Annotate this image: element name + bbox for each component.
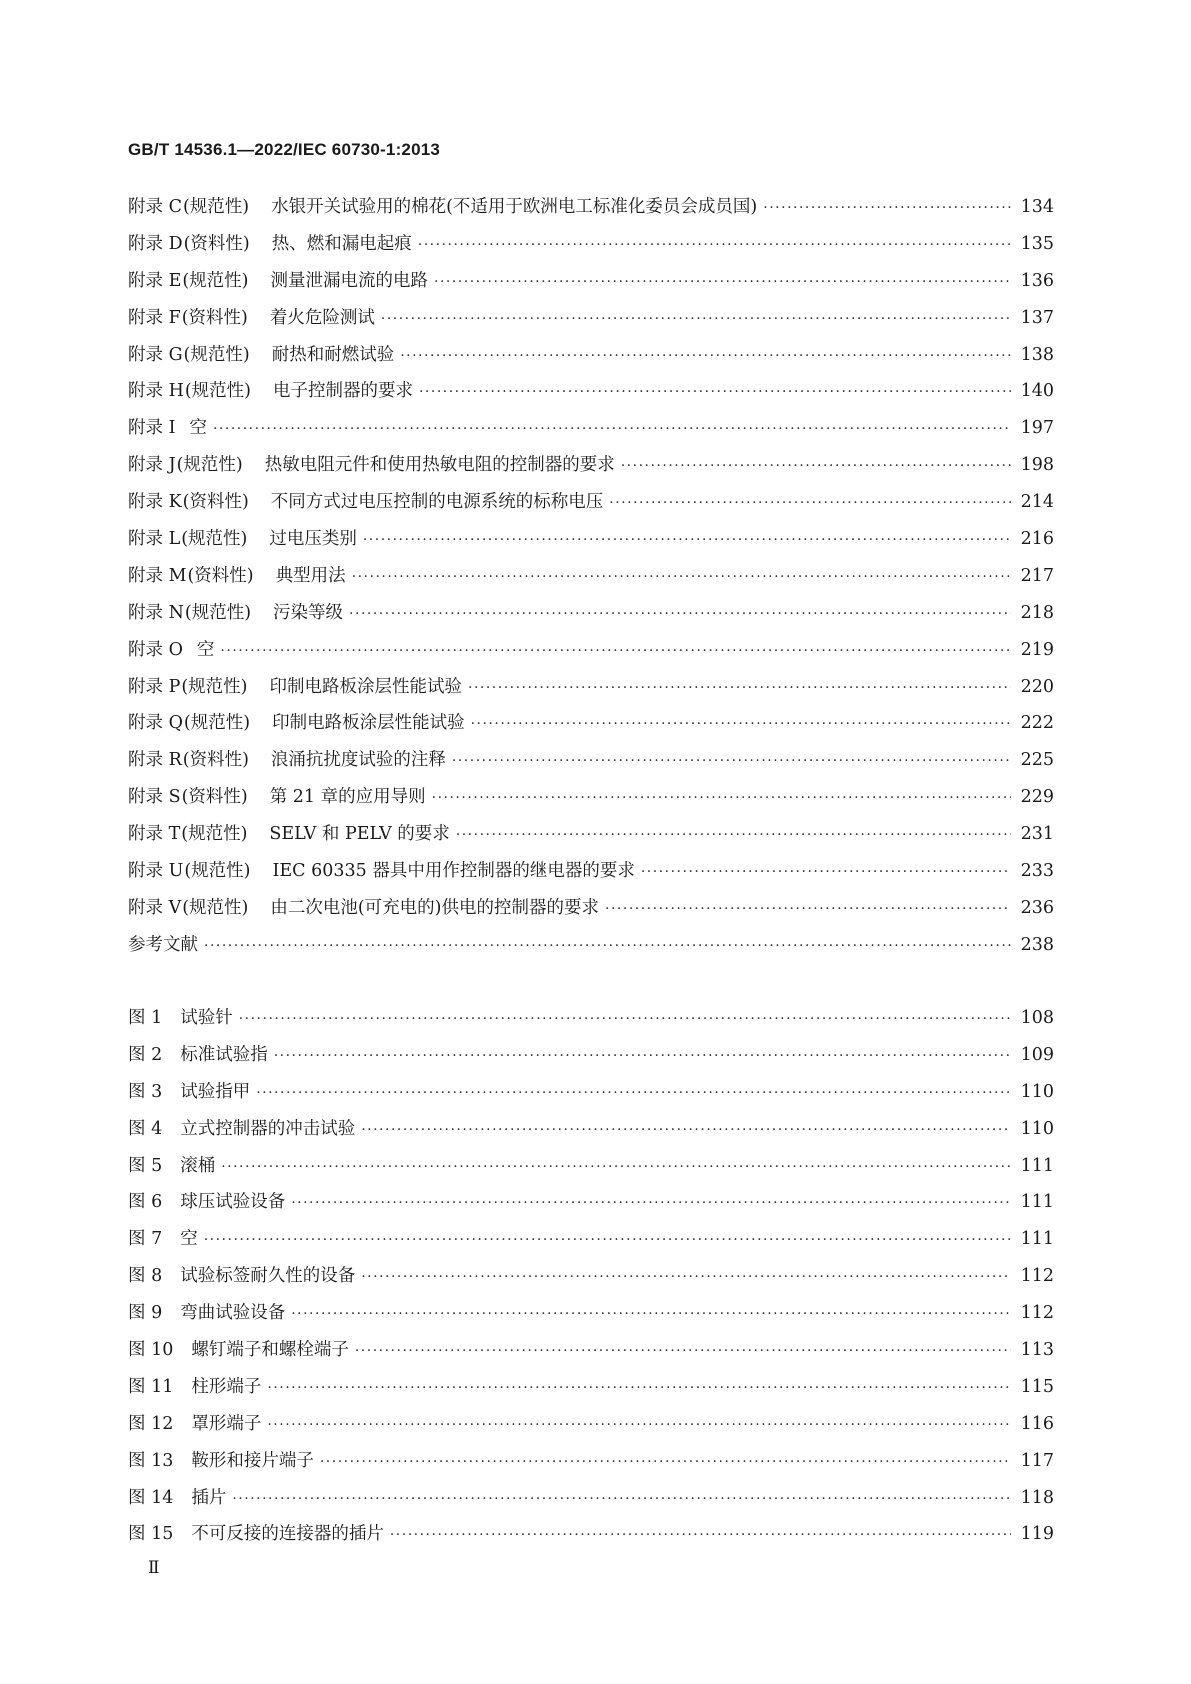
entry-category: (资料性)	[187, 565, 254, 586]
entry-category: (规范性)	[183, 344, 250, 365]
dot-leader	[220, 643, 1010, 659]
entry-title: 空	[189, 418, 207, 439]
entry-title: 印制电路板涂层性能试验	[269, 676, 462, 697]
toc-entry-appendix[interactable]	[128, 820, 1054, 857]
toc-entry-appendix[interactable]	[128, 894, 1054, 931]
entry-page-number: 112	[1020, 1266, 1054, 1287]
entry-label: 图 3	[128, 1081, 163, 1102]
entry-label: 附录 U	[128, 861, 184, 882]
toc-entry-figure[interactable]	[128, 1225, 1054, 1262]
entry-label: 图 12	[128, 1413, 174, 1434]
toc-entry-appendix[interactable]	[128, 746, 1054, 783]
toc-entry-appendix[interactable]	[128, 377, 1054, 414]
entry-page-number: 110	[1020, 1118, 1054, 1139]
toc-entry-figure[interactable]	[128, 1078, 1054, 1115]
entry-title: 罩形端子	[191, 1413, 262, 1434]
entry-title: 滚桶	[180, 1155, 216, 1176]
entry-label: 附录 O	[128, 639, 183, 660]
dot-leader	[352, 569, 1011, 585]
toc-entry-appendix[interactable]	[128, 673, 1054, 710]
dot-leader	[434, 274, 1011, 290]
entry-title: 试验针	[180, 1008, 233, 1028]
dot-leader	[221, 1159, 1010, 1175]
toc-entry-appendix[interactable]	[128, 267, 1054, 304]
entry-title: 空	[196, 639, 215, 660]
entry-page-number: 231	[1020, 824, 1054, 845]
entry-page-number: 229	[1020, 787, 1054, 808]
dot-leader	[361, 1122, 1010, 1138]
toc-entry-figure[interactable]	[128, 1520, 1054, 1557]
dot-leader	[468, 680, 1011, 696]
entry-title: 插片	[191, 1487, 227, 1508]
entry-title: 印制电路板涂层性能试验	[272, 713, 465, 734]
dot-leader	[274, 1048, 1011, 1064]
toc-entry-appendix[interactable]	[128, 599, 1054, 636]
toc-entry-figure[interactable]	[128, 1447, 1054, 1484]
dot-leader	[641, 864, 1011, 880]
entry-label: 附录 F	[128, 307, 181, 328]
toc-entry-figure[interactable]	[128, 1262, 1054, 1299]
entry-title: 立式控制器的冲击试验	[180, 1118, 356, 1139]
toc-entry-appendix[interactable]	[128, 414, 1054, 451]
entry-page-number: 220	[1020, 676, 1054, 697]
entry-page-number: 216	[1020, 529, 1054, 550]
entry-title: 过电压类别	[269, 529, 357, 550]
entry-label: 附录 J	[128, 455, 176, 476]
toc-entry-appendix[interactable]	[128, 304, 1054, 341]
entry-page-number: 109	[1020, 1044, 1054, 1065]
entry-label: 附录 Q	[128, 713, 183, 734]
entry-page-number: 217	[1020, 565, 1054, 586]
entry-title: 耐热和耐燃试验	[271, 344, 395, 365]
entry-label: 图 7	[128, 1229, 163, 1250]
toc-entry-figure[interactable]	[128, 1373, 1054, 1410]
entry-page-number: 137	[1020, 307, 1054, 328]
entry-category: (规范性)	[181, 529, 248, 550]
dot-leader	[605, 901, 1011, 917]
entry-page-number: 111	[1020, 1192, 1054, 1213]
entry-label: 附录 P	[128, 676, 181, 697]
dot-leader	[213, 421, 1011, 437]
toc-entry-figure[interactable]	[128, 1336, 1054, 1373]
entry-title: 弯曲试验设备	[180, 1303, 286, 1324]
figure-toc-list	[128, 1004, 1054, 1557]
entry-label: 参考文献	[128, 934, 198, 955]
entry-label: 附录 I	[128, 418, 176, 439]
entry-page-number: 110	[1020, 1081, 1054, 1102]
dot-leader	[400, 348, 1010, 364]
entry-label: 附录 V	[128, 897, 182, 918]
entry-label: 图 14	[128, 1487, 174, 1508]
entry-category: (规范性)	[182, 897, 249, 918]
dot-leader	[763, 200, 1010, 216]
entry-label: 图 15	[128, 1524, 174, 1545]
dot-leader	[204, 938, 1011, 954]
entry-label: 附录 H	[128, 381, 184, 402]
entry-page-number: 113	[1020, 1340, 1054, 1361]
toc-entry-figure[interactable]	[128, 1484, 1054, 1521]
entry-page-number: 138	[1020, 344, 1054, 365]
dot-leader	[256, 1085, 1010, 1101]
entry-category: (规范性)	[182, 197, 250, 217]
entry-page-number: 214	[1020, 492, 1054, 513]
toc-entry-appendix[interactable]	[128, 525, 1054, 562]
page-number: Ⅱ	[148, 1558, 160, 1578]
entry-category: (资料性)	[181, 307, 248, 328]
entry-label: 附录 R	[128, 750, 182, 771]
entry-label: 图 10	[128, 1340, 174, 1361]
entry-category: (规范性)	[184, 602, 252, 623]
dot-leader	[381, 311, 1011, 327]
toc-entry-appendix[interactable]	[128, 636, 1054, 673]
entry-category: (规范性)	[184, 861, 251, 882]
toc-entry-figure[interactable]	[128, 1299, 1054, 1336]
entry-category: (资料性)	[181, 787, 248, 808]
entry-title: 水银开关试验用的棉花(不适用于欧洲电工标准化委员会成员国)	[271, 197, 758, 217]
entry-category: (规范性)	[182, 270, 249, 291]
entry-title: 由二次电池(可充电的)供电的控制器的要求	[270, 897, 600, 918]
entry-page-number: 134	[1020, 197, 1054, 217]
entry-title: 着火危险测试	[269, 307, 375, 328]
dot-leader	[361, 1269, 1010, 1285]
entry-category: (资料性)	[182, 492, 249, 513]
entry-label: 图 1	[128, 1008, 163, 1028]
entry-title: 浪涌抗扰度试验的注释	[270, 750, 446, 771]
dot-leader	[291, 1195, 1010, 1211]
toc-entry-appendix[interactable]	[128, 709, 1054, 746]
entry-title: 典型用法	[275, 565, 346, 586]
entry-label: 图 2	[128, 1044, 163, 1065]
entry-title: 球压试验设备	[180, 1192, 286, 1213]
entry-category: (规范性)	[176, 455, 243, 476]
entry-title: 不可反接的连接器的插片	[191, 1524, 384, 1545]
entry-page-number: 112	[1020, 1303, 1054, 1324]
entry-page-number: 115	[1020, 1376, 1054, 1397]
entry-title: 试验指甲	[180, 1081, 251, 1102]
dot-leader	[204, 1232, 1011, 1248]
entry-title: SELV 和 PELV 的要求	[269, 824, 450, 845]
dot-leader	[291, 1306, 1010, 1322]
entry-page-number: 233	[1020, 861, 1054, 882]
entry-category: (规范性)	[181, 676, 248, 697]
entry-label: 图 13	[128, 1450, 174, 1471]
entry-label: 附录 S	[128, 787, 181, 808]
entry-category: (规范性)	[181, 824, 248, 845]
entry-label: 图 5	[128, 1155, 163, 1176]
entry-title: IEC 60335 器具中用作控制器的继电器的要求	[272, 861, 635, 882]
entry-page-number: 118	[1020, 1487, 1054, 1508]
entry-label: 附录 G	[128, 344, 183, 365]
dot-leader	[418, 237, 1011, 253]
dot-leader	[232, 1491, 1010, 1507]
entry-page-number: 222	[1020, 713, 1054, 734]
entry-label: 附录 K	[128, 492, 182, 513]
entry-label: 图 4	[128, 1118, 163, 1139]
entry-title: 标准试验指	[180, 1044, 268, 1065]
dot-leader	[267, 1417, 1010, 1433]
entry-page-number: 197	[1020, 418, 1054, 439]
entry-title: 测量泄漏电流的电路	[270, 270, 428, 291]
toc-entry-figure[interactable]	[128, 1115, 1054, 1152]
dot-leader	[621, 458, 1011, 474]
entry-category: (资料性)	[182, 750, 249, 771]
toc-entry-appendix[interactable]	[128, 783, 1054, 820]
dot-leader	[471, 716, 1011, 732]
entry-title: 电子控制器的要求	[272, 381, 413, 402]
toc-entry-figure[interactable]	[128, 1188, 1054, 1225]
dot-leader	[390, 1527, 1011, 1543]
entry-title: 试验标签耐久性的设备	[180, 1266, 356, 1287]
entry-page-number: 225	[1020, 750, 1054, 771]
entry-title: 螺钉端子和螺栓端子	[191, 1340, 349, 1361]
entry-label: 附录 C	[128, 197, 182, 217]
dot-leader	[363, 532, 1011, 548]
entry-page-number: 111	[1020, 1155, 1054, 1176]
dot-leader	[419, 384, 1011, 400]
dot-leader	[267, 1380, 1010, 1396]
entry-label: 附录 L	[128, 529, 181, 550]
entry-label: 图 11	[128, 1376, 174, 1397]
entry-title: 第 21 章的应用导则	[269, 787, 426, 808]
entry-label: 附录 D	[128, 233, 183, 254]
entry-page-number: 108	[1020, 1008, 1054, 1028]
entry-page-number: 136	[1020, 270, 1054, 291]
dot-leader	[355, 1343, 1011, 1359]
appendix-toc-list	[128, 193, 1054, 968]
entry-label: 图 6	[128, 1192, 163, 1213]
toc-entry-figure[interactable]	[128, 1152, 1054, 1189]
entry-page-number: 140	[1020, 381, 1054, 402]
toc-entry-appendix[interactable]	[128, 562, 1054, 599]
entry-label: 附录 T	[128, 824, 181, 845]
toc-entry-appendix[interactable]	[128, 341, 1054, 378]
toc-entry-figure[interactable]	[128, 1041, 1054, 1078]
dot-leader	[609, 495, 1010, 511]
entry-category: (规范性)	[184, 381, 251, 402]
entry-label: 附录 E	[128, 270, 182, 291]
entry-title: 不同方式过电压控制的电源系统的标称电压	[270, 492, 604, 513]
entry-page-number: 218	[1020, 602, 1054, 623]
entry-label: 图 8	[128, 1266, 163, 1287]
entry-page-number: 116	[1020, 1413, 1054, 1434]
entry-page-number: 238	[1020, 934, 1054, 955]
toc-entry-appendix[interactable]	[128, 451, 1054, 488]
toc-entry-appendix[interactable]	[128, 230, 1054, 267]
entry-page-number: 135	[1020, 233, 1054, 254]
toc-entry-appendix[interactable]	[128, 857, 1054, 894]
entry-page-number: 219	[1020, 639, 1054, 660]
toc-entry-appendix[interactable]	[128, 488, 1054, 525]
toc-entry-figure[interactable]	[128, 1004, 1054, 1041]
entry-page-number: 117	[1020, 1450, 1054, 1471]
entry-title: 污染等级	[273, 602, 344, 623]
entry-title: 热、燃和漏电起痕	[271, 233, 412, 254]
dot-leader	[452, 753, 1011, 769]
entry-page-number: 111	[1020, 1229, 1054, 1250]
dot-leader	[239, 1011, 1011, 1027]
entry-label: 附录 N	[128, 602, 184, 623]
entry-title: 热敏电阻元件和使用热敏电阻的控制器的要求	[264, 455, 615, 476]
document-header: GB/T 14536.1—2022/IEC 60730-1:2013	[128, 140, 441, 159]
dot-leader	[456, 827, 1011, 843]
toc-entry-appendix[interactable]	[128, 931, 1054, 968]
dot-leader	[349, 606, 1011, 622]
entry-page-number: 119	[1020, 1524, 1054, 1545]
dot-leader	[432, 790, 1011, 806]
entry-title: 柱形端子	[191, 1376, 262, 1397]
entry-label: 附录 M	[128, 565, 187, 586]
toc-entry-appendix[interactable]	[128, 193, 1054, 230]
dot-leader	[320, 1454, 1011, 1470]
entry-label: 图 9	[128, 1303, 163, 1324]
entry-category: (资料性)	[183, 233, 250, 254]
toc-entry-figure[interactable]	[128, 1410, 1054, 1447]
entry-title: 空	[180, 1229, 198, 1250]
entry-title: 鞍形和接片端子	[191, 1450, 314, 1471]
entry-page-number: 198	[1020, 455, 1054, 476]
entry-category: (规范性)	[183, 713, 251, 734]
entry-page-number: 236	[1020, 897, 1054, 918]
